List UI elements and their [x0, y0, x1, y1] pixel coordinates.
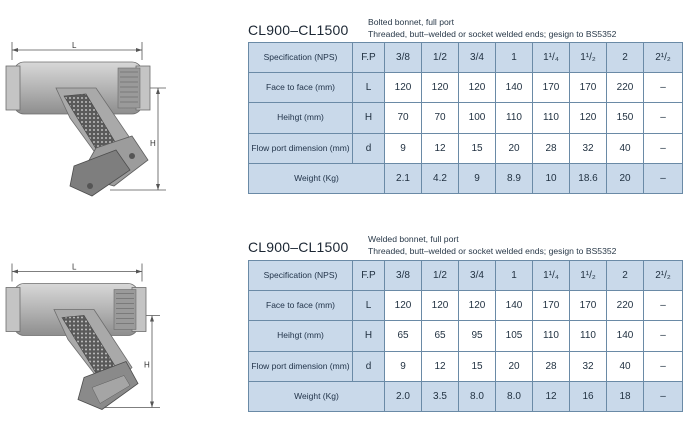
value-cell: 170: [533, 291, 570, 321]
value-cell: –: [644, 133, 683, 163]
value-cell: 220: [607, 73, 644, 103]
size-cell: 1¹/₄: [533, 43, 570, 73]
value-cell: 120: [385, 291, 422, 321]
value-cell: 110: [570, 321, 607, 351]
value-cell: 9: [385, 351, 422, 381]
size-cell: 1: [496, 43, 533, 73]
spec-block-bolted: [0, 0, 689, 200]
value-cell: 8.0: [459, 381, 496, 411]
height-row: [249, 103, 683, 133]
value-cell: 28: [533, 351, 570, 381]
note-line-1: Welded bonnet, full port: [368, 234, 459, 244]
size-cell: 2¹/₂: [644, 261, 683, 291]
value-cell: 32: [570, 133, 607, 163]
value-cell: 12: [533, 381, 570, 411]
spec-label: Specification (NPS): [249, 43, 353, 73]
value-cell: 28: [533, 133, 570, 163]
value-cell: –: [644, 351, 683, 381]
dim-height-label: H: [150, 139, 156, 148]
value-cell: 170: [570, 73, 607, 103]
note-line-2: Threaded, butt–welded or socket welded ends; gesign to BS5352: [368, 29, 617, 39]
value-cell: 110: [533, 321, 570, 351]
row-label: Face to face (mm): [249, 291, 353, 321]
value-cell: 3.5: [422, 381, 459, 411]
dim-height-label: H: [144, 360, 150, 370]
value-cell: 120: [385, 73, 422, 103]
header-row: [249, 261, 683, 291]
height-row: [249, 321, 683, 351]
row-symbol: H: [353, 321, 385, 351]
value-cell: 4.2: [422, 163, 459, 193]
value-cell: 170: [570, 291, 607, 321]
value-cell: 12: [422, 133, 459, 163]
value-cell: 2.1: [385, 163, 422, 193]
flow-port-row: [249, 133, 683, 163]
dim-length-label: L: [72, 262, 77, 272]
value-cell: 15: [459, 133, 496, 163]
value-cell: 18: [607, 381, 644, 411]
size-cell: 1¹/₄: [533, 261, 570, 291]
size-cell: 3/8: [385, 261, 422, 291]
value-cell: 105: [496, 321, 533, 351]
row-symbol: H: [353, 103, 385, 133]
spec-table: [248, 260, 683, 412]
value-cell: –: [644, 291, 683, 321]
value-cell: 16: [570, 381, 607, 411]
value-cell: 120: [459, 73, 496, 103]
value-cell: 120: [570, 103, 607, 133]
row-symbol: d: [353, 351, 385, 381]
value-cell: 2.0: [385, 381, 422, 411]
value-cell: 8.9: [496, 163, 533, 193]
value-cell: 120: [459, 291, 496, 321]
size-cell: 1/2: [422, 43, 459, 73]
description-note: [368, 16, 616, 40]
value-cell: 140: [496, 73, 533, 103]
size-cell: 1/2: [422, 261, 459, 291]
value-cell: 8.0: [496, 381, 533, 411]
value-cell: 140: [607, 321, 644, 351]
value-cell: 32: [570, 351, 607, 381]
value-cell: 110: [496, 103, 533, 133]
value-cell: 9: [385, 133, 422, 163]
value-cell: 220: [607, 291, 644, 321]
face-to-face-row: [249, 291, 683, 321]
size-cell: 2¹/₂: [644, 43, 683, 73]
weight-row: [249, 163, 683, 193]
value-cell: 12: [422, 351, 459, 381]
y-strainer-welded-drawing: [0, 225, 190, 425]
weight-label: Weight (Kg): [249, 163, 385, 193]
value-cell: 120: [422, 291, 459, 321]
value-cell: 150: [607, 103, 644, 133]
size-cell: 2: [607, 261, 644, 291]
value-cell: 70: [385, 103, 422, 133]
value-cell: 170: [533, 73, 570, 103]
value-cell: 65: [422, 321, 459, 351]
note-line-2: Threaded, butt–welded or socket welded ends; gesign to BS5352: [368, 246, 617, 256]
value-cell: 65: [385, 321, 422, 351]
value-cell: –: [644, 103, 683, 133]
value-cell: 9: [459, 163, 496, 193]
value-cell: –: [644, 163, 683, 193]
value-cell: 95: [459, 321, 496, 351]
size-cell: 1¹/₂: [570, 261, 607, 291]
header-row: [249, 43, 683, 73]
row-symbol: L: [353, 291, 385, 321]
value-cell: 40: [607, 351, 644, 381]
value-cell: –: [644, 321, 683, 351]
dim-length-label: L: [72, 41, 77, 50]
spec-table: [248, 42, 683, 194]
flow-port-row: [249, 351, 683, 381]
description-note: [368, 233, 616, 257]
value-cell: 20: [607, 163, 644, 193]
row-symbol: d: [353, 133, 385, 163]
spec-label: Specification (NPS): [249, 261, 353, 291]
value-cell: 110: [533, 103, 570, 133]
value-cell: 70: [422, 103, 459, 133]
value-cell: 18.6: [570, 163, 607, 193]
row-label: Heihgt (mm): [249, 321, 353, 351]
value-cell: 20: [496, 351, 533, 381]
row-label: Flow port dimension (mm): [249, 133, 353, 163]
row-label: Heihgt (mm): [249, 103, 353, 133]
note-line-1: Bolted bonnet, full port: [368, 17, 454, 27]
fp-label: F.P: [353, 261, 385, 291]
model-title: CL900–CL1500: [248, 22, 349, 38]
size-cell: 1: [496, 261, 533, 291]
weight-row: [249, 381, 683, 411]
value-cell: –: [644, 381, 683, 411]
value-cell: 10: [533, 163, 570, 193]
value-cell: 120: [422, 73, 459, 103]
value-cell: –: [644, 73, 683, 103]
size-cell: 3/4: [459, 261, 496, 291]
value-cell: 15: [459, 351, 496, 381]
size-cell: 3/8: [385, 43, 422, 73]
value-cell: 40: [607, 133, 644, 163]
row-label: Face to face (mm): [249, 73, 353, 103]
row-symbol: L: [353, 73, 385, 103]
spec-block-welded: [0, 225, 689, 420]
value-cell: 20: [496, 133, 533, 163]
face-to-face-row: [249, 73, 683, 103]
y-strainer-bolted-drawing: [0, 0, 190, 200]
model-title: CL900–CL1500: [248, 239, 349, 255]
value-cell: 140: [496, 291, 533, 321]
size-cell: 2: [607, 43, 644, 73]
size-cell: 1¹/₂: [570, 43, 607, 73]
weight-label: Weight (Kg): [249, 381, 385, 411]
size-cell: 3/4: [459, 43, 496, 73]
fp-label: F.P: [353, 43, 385, 73]
row-label: Flow port dimension (mm): [249, 351, 353, 381]
value-cell: 100: [459, 103, 496, 133]
